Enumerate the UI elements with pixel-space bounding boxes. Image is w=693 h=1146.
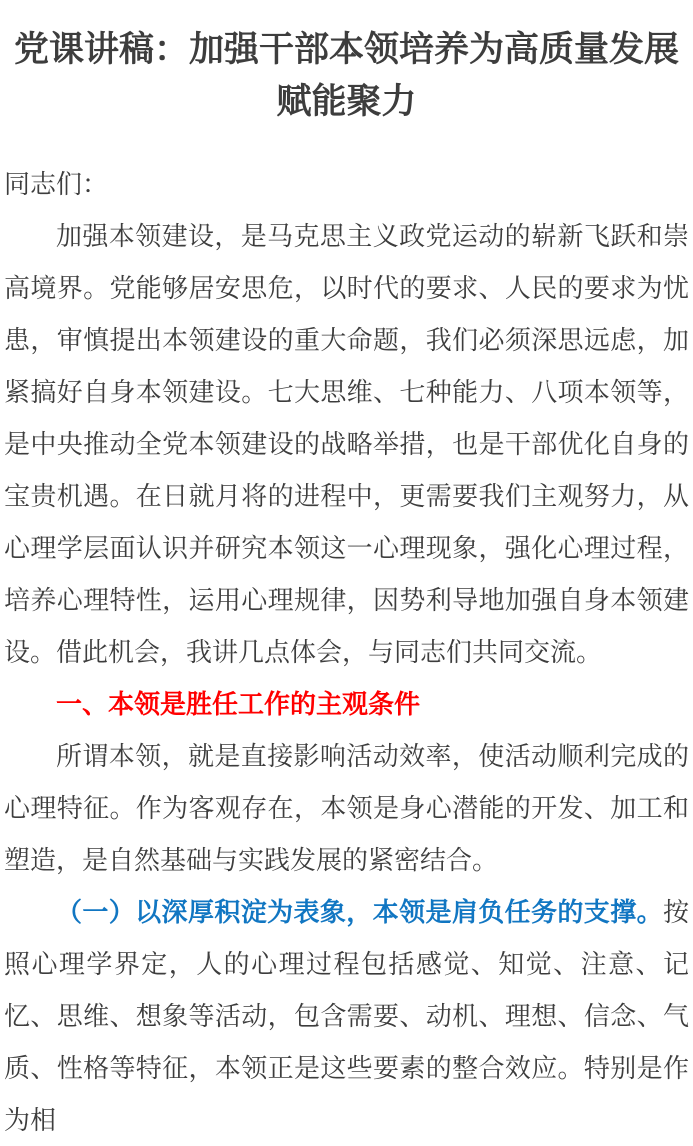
subsection-heading-1: （一）以深厚积淀为表象，本领是肩负任务的支撑。	[56, 897, 663, 927]
paragraph-intro: 加强本领建设，是马克思主义政党运动的崭新飞跃和崇高境界。党能够居安思危，以时代的要求、人民的要求为忧患，审慎提出本领建设的重大命题，我们必须深思远虑，加紧搞好自身本领建设。七大思维、七种能力、八项本领等，是中央推动全党本领建设的战略举措，也是干部优化自身的宝贵机遇。在日就月将的进程中，更需要我们主观努力，从心理学层面认识并研究本领这一心理现象，强化心理过程，培养心理特性，运用心理规律，因势利导地加强自身本领建设。借此机会，我讲几点体会，与同志们共同交流。	[4, 221, 689, 667]
paragraph-subsection-1	[4, 886, 689, 1146]
page-title: 党课讲稿：加强干部本领培养为高质量发展赋能聚力	[13, 30, 679, 121]
section-heading-1: 一、本领是胜任工作的主观条件	[56, 689, 421, 719]
subsection-body-1: 按照心理学界定，人的心理过程包括感觉、知觉、注意、记忆、思维、想象等活动，包含需要、动机、理想、信念、气质、性格等特征，本领正是这些要素的整合效应。特别是作为相	[4, 897, 689, 1135]
salutation: 同志们：	[4, 169, 109, 199]
paragraph-section-1: 所谓本领，就是直接影响活动效率，使活动顺利完成的心理特征。作为客观存在，本领是身心潜能的开发、加工和塑造，是自然基础与实践发展的紧密结合。	[4, 741, 689, 875]
document-page	[2, 24, 691, 1146]
